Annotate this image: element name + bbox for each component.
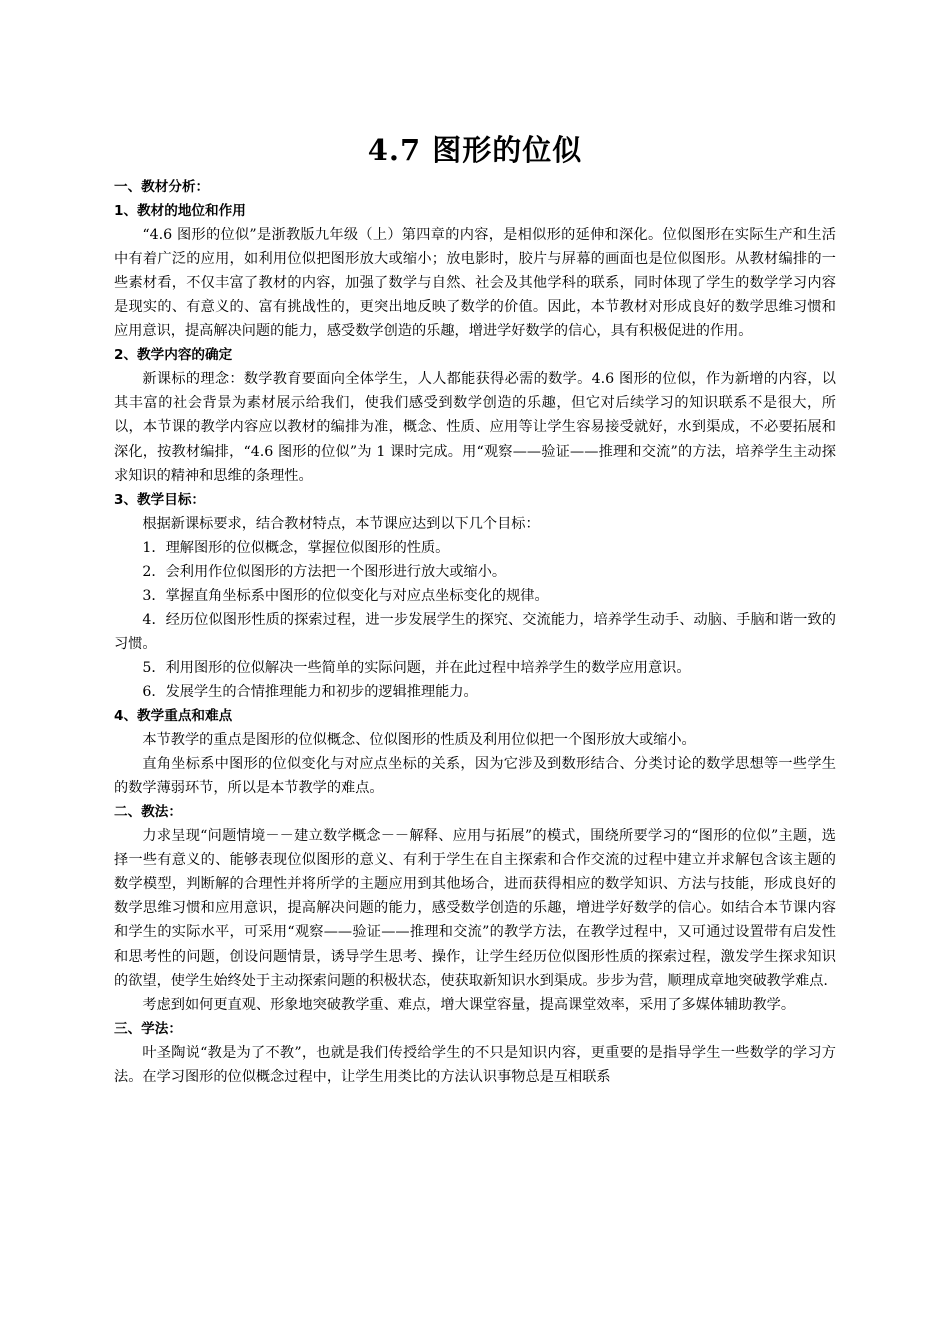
goal-item: 5．利用图形的位似解决一些简单的实际问题，并在此过程中培养学生的数学应用意识。 [142,659,691,676]
section-heading-learning-method: 三、学法： [114,1020,182,1037]
paragraph-goals-intro: 根据新课标要求，结合教材特点，本节课应达到以下几个目标： [142,515,540,532]
subsection-heading-role: 1、教材的地位和作用 [114,203,246,220]
paragraph-content: 新课标的理念：数学教育要面向全体学生，人人都能获得必需的数学。4.6 图形的位似，作为新增的内容，以其丰富的社会背景为素材展示给我们，使我们感受到数学创造的乐趣，但它对后续学习的知识联系不是很大，所以，本节课的教学内容应以教材的编排为准，概念、性质、应用等让学生容易接受就好，水到渠成，不必要拓展和深化，按教材编排，“4.6 图形的位似”为 1 课时完成。用“观察——验证——推理和交流”的方法，培养学生主动探求知识的精神和思维的条理性。 [114,371,836,484]
section-heading-teaching-method: 二、教法： [114,804,182,821]
paragraph-role: “4.6 图形的位似”是浙教版九年级（上）第四章的内容，是相似形的延伸和深化。位似图形在实际生产和生活中有着广泛的应用，如利用位似把图形放大或缩小；放电影时，胶片与屏幕的画面也是位似图形。从教材编排的一些素材看，不仅丰富了教材的内容，加强了数学与自然、社会及其他学科的联系，同时体现了学生的数学学习内容是现实的、有意义的、富有挑战性的，更突出地反映了数学的价值。因此，本节教材对形成良好的数学思维习惯和应用意识，提高解决问题的能力，感受数学创造的乐趣，增进学好数学的信心，具有积极促进的作用。 [114,227,836,340]
subsection-heading-focus: 4、教学重点和难点 [114,708,233,725]
paragraph-teaching-method: 力求呈现“问题情境－－建立数学概念－－解释、应用与拓展”的模式，围绕所要学习的“图形的位似”主题，选择一些有意义的、能够表现位似图形的意义、有利于学生在自主探索和合作交流的过程中建立并求解包含该主题的数学模型，判断解的合理性并将所学的主题应用到其他场合，进而获得相应的数学知识、方法与技能，形成良好的数学思维习惯和应用意识，提高解决问题的能力，感受数学创造的乐趣，增进学好数学的信心。如结合本节课内容和学生的实际水平，可采用“观察——验证——推理和交流”的教学方法，在教学过程中，又可通过设置带有启发性和思考性的问题，创设问题情景，诱导学生思考、操作，让学生经历位似图形性质的探索过程，激发学生探求知识的欲望，使学生始终处于主动探索问题的积极状态，使获取新知识水到渠成。步步为营，顺理成章地突破教学难点. [114,828,836,989]
document-body [114,175,836,1089]
goal-item: 2．会利用作位似图形的方法把一个图形进行放大或缩小。 [142,563,507,580]
paragraph-learning-method: 叶圣陶说“教是为了不教”，也就是我们传授给学生的不只是知识内容，更重要的是指导学生一些数学的学习方法。在学习图形的位似概念过程中，让学生用类比的方法认识事物总是互相联系 [114,1044,836,1085]
goal-item: 6．发展学生的合情推理能力和初步的逻辑推理能力。 [142,683,478,700]
goal-item: 1．理解图形的位似概念，掌握位似图形的性质。 [142,539,450,556]
subsection-heading-content: 2、教学内容的确定 [114,347,233,364]
subsection-heading-goals: 3、教学目标： [114,491,206,508]
paragraph-multimedia: 考虑到如何更直观、形象地突破教学重、难点，增大课堂容量，提高课堂效率，采用了多媒体辅助教学。 [142,996,796,1013]
goal-item: 3．掌握直角坐标系中图形的位似变化与对应点坐标变化的规律。 [142,587,549,604]
page-title: 4.7 图形的位似 [367,133,583,167]
paragraph-focus: 本节教学的重点是图形的位似概念、位似图形的性质及利用位似把一个图形放大或缩小。 [142,732,696,749]
paragraph-difficulty: 直角坐标系中图形的位似变化与对应点坐标的关系，因为它涉及到数形结合、分类讨论的数学思想等一些学生的数学薄弱环节，所以是本节教学的难点。 [114,756,836,797]
goal-item: 4．经历位似图形性质的探索过程，进一步发展学生的探究、交流能力，培养学生动手、动脑、手脑和谐一致的习惯。 [114,611,836,652]
section-heading-materials: 一、教材分析： [114,179,210,195]
